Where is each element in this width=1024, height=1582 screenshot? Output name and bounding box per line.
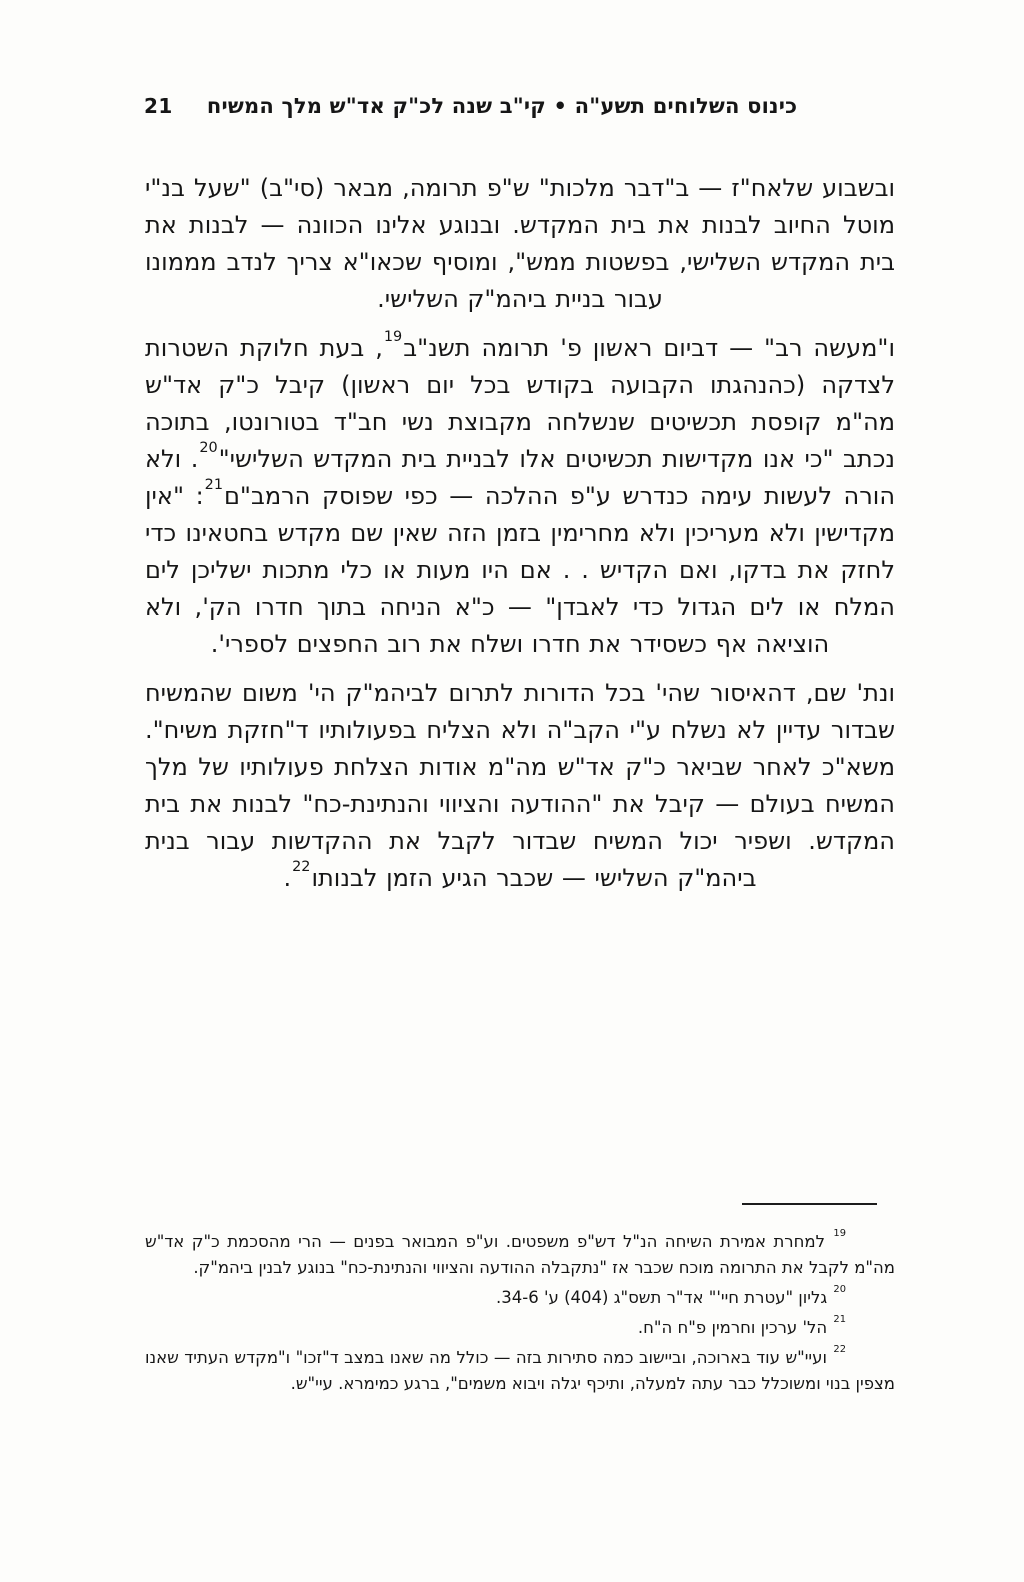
body-paragraphs <box>145 170 895 909</box>
footnotes-section <box>145 1203 895 1401</box>
footnote-number: 20 <box>833 1284 846 1296</box>
footnote-ref: 22 <box>292 858 311 875</box>
footnote-ref: 21 <box>204 476 223 493</box>
page-header <box>144 94 797 118</box>
paragraph: ובשבוע שלאח"ז — ב"דבר מלכות" ש"פ תרומה, מבאר (סי"ב) "שעל בנ"י מוטל החיוב לבנות את בית המקדש. ובנוגע אלינו הכוונה — לבנות את בית המקדש השלישי, בפשטות ממש", ומוסיף שכאו"א צריך לנדב מממונו עבור בניית ביהמ"ק השלישי. <box>145 174 895 313</box>
footnote-number: 19 <box>833 1228 846 1240</box>
footnote-number: 21 <box>833 1314 846 1326</box>
footnote: $^{21}$ הל' ערכין וחרמין פ"ח ה"ח. <box>637 1314 846 1337</box>
footnote-number: 22 <box>833 1344 846 1356</box>
footnote-ref: 19 <box>383 328 403 345</box>
header-title: כינוס השלוחים תשע"ה • קי"ב שנה לכ"ק אד"ש מלך המשיח <box>206 94 798 118</box>
page-number: 21 <box>144 94 173 118</box>
footnote-list <box>145 1229 895 1397</box>
paragraph: ו"מעשה רב" — דביום ראשון פ' תרומה תשנ"ב$^{19}$, בעת חלוקת השטרות לצדקה (כהנהגתו הקבועה בקודש בכל יום ראשון) קיבל כ"ק אד"ש מה"מ קופסת תכשיטים שנשלחה מקבוצת נשי חב"ד בטורונטו, בתוכה נכתב "כי אנו מקדישות תכשיטים אלו לבניית בית המקדש השלישי"$^{20}$. ולא הורה לעשות עימה כנדרש ע"פ ההלכה — כפי שפוסק הרמב"ם$^{21}$: "אין מקדישין ולא מעריכין ולא מחרימין בזמן הזה שאין שם מקדש בחטאינו כדי לחזק את בדקו, ואם הקדיש . . אם היו מעות או כלי מתכות ישליכן לים המלח או לים הגדול כדי לאבדן" — כ"א הניחה בתוך חדרו הק', ולא הוציאה אף כשסידר את חדרו ושלח את רוב החפצים לספרי'. <box>145 328 896 658</box>
footnote: $^{19}$ למחרת אמירת השיחה הנ"ל דש"פ משפטים. וע"פ המבואר בפנים — הרי מהסכמת כ"ק אד"ש מה"מ לקבל את התרומה מוכח שכבר אז "נתקבלה ההודעה והציווי והנתינת-כח" בנוגע לבנין ביהמ"ק. <box>145 1228 895 1277</box>
footnote: $^{22}$ ועיי"ש עוד בארוכה, וביישוב כמה סתירות בזה — כולל מה שאנו במצב ד"זכו" ו"מקדש העתיד שאנו מצפין בנוי ומשוכלל כבר עתה למעלה, ותיכף יגלה ויבוא משמים", ברגע כמימרא. עיי"ש. <box>145 1344 895 1393</box>
paragraph: ונת' שם, דהאיסור שהי' בכל הדורות לתרום לביהמ"ק הי' משום שהמשיח שבדור עדיין לא נשלח ע"י הקב"ה ולא הצליח בפעולותיו ד"חזקת משיח". משא"כ לאחר שביאר כ"ק אד"ש מה"מ אודות הצלחת פעולותיו של מלך המשיח בעולם — קיבל את "ההודעה והציווי והנתינת-כח" לבנות את בית המקדש. ושפיר יכול המשיח שבדור לקבל את ההקדשות עבור בנית ביהמ"ק השלישי — שכבר הגיע הזמן לבנותו$^{22}$. <box>145 679 895 892</box>
footnote: $^{20}$ גליון "עטרת חיי'" אד"ר תשס"ג (404) ע' 34-6. <box>496 1284 846 1307</box>
footnote-separator <box>742 1203 877 1205</box>
footnote-ref: 20 <box>199 439 218 456</box>
